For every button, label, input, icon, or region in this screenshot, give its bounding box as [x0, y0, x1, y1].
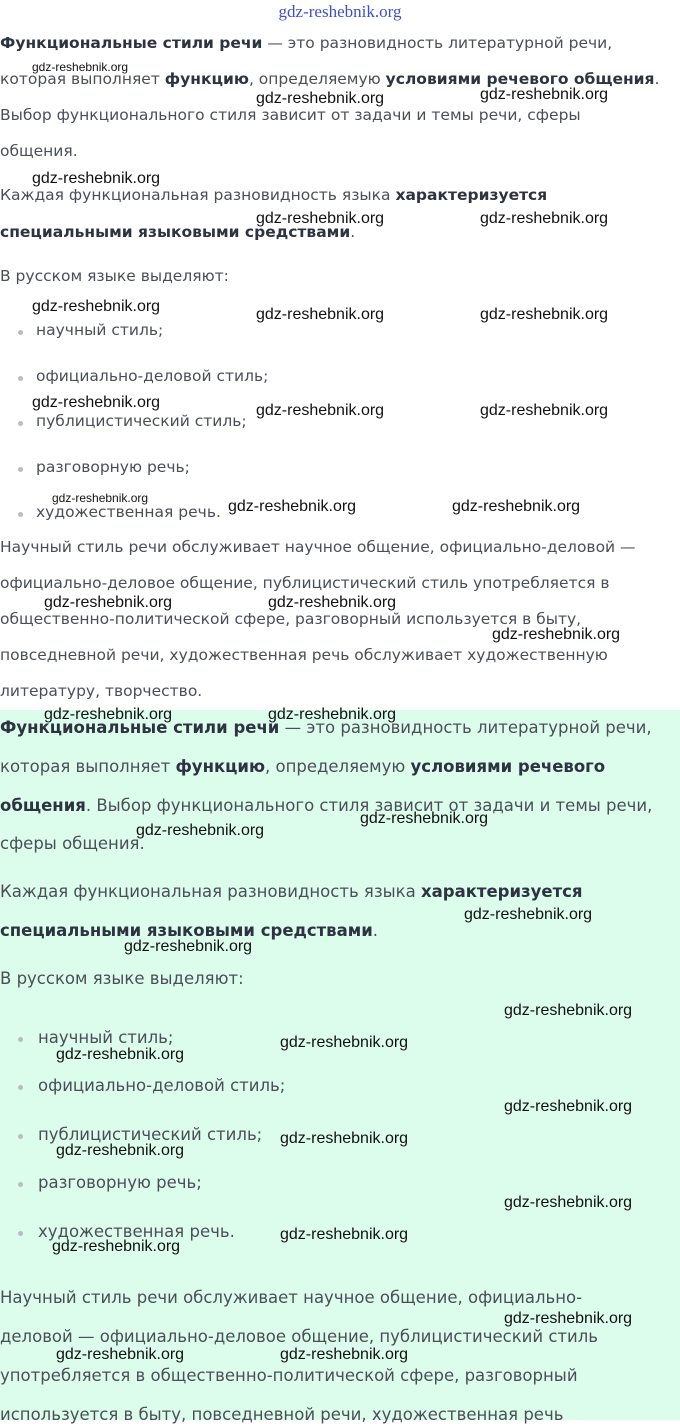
paragraph-line: повседневной речи, художественная речь обслуживает художественную — [0, 646, 608, 664]
bold-term: специальными языковыми средствами — [0, 223, 351, 241]
paragraph-line: используется в быту, повседневной речи, художественная речь — [0, 1405, 564, 1424]
bullet-icon — [18, 1134, 23, 1139]
text-run: Каждая функциональная разновидность языка — [0, 186, 396, 204]
watermark: gdz-reshebnik.org — [480, 86, 609, 103]
list-item: официально-деловой стиль; — [38, 1076, 286, 1095]
list-item: публицистический стиль; — [36, 412, 247, 430]
paragraph-line: общения. — [0, 142, 78, 160]
watermark: gdz-reshebnik.org — [136, 822, 265, 839]
text-run: которая выполняет — [0, 70, 165, 88]
bold-term: общения — [0, 796, 86, 815]
list-item: публицистический стиль; — [38, 1125, 263, 1144]
bullet-icon — [18, 376, 23, 381]
watermark: gdz-reshebnik.org — [256, 210, 385, 227]
watermark: gdz-reshebnik.org — [504, 1194, 633, 1211]
list-item: официально-деловой стиль; — [36, 367, 269, 385]
paragraph-definition-line — [0, 757, 605, 776]
text-block-plain — [0, 24, 680, 710]
watermark: gdz-reshebnik.org — [44, 706, 173, 723]
watermark: gdz-reshebnik.org — [480, 210, 609, 227]
bold-term: Функциональные стили речи — [0, 34, 263, 52]
paragraph-definition-line — [0, 34, 612, 52]
list-intro: В русском языке выделяют: — [0, 267, 229, 285]
bold-term: характеризуется — [395, 186, 548, 204]
bold-term: Функциональные стили речи — [0, 718, 280, 737]
bold-term: условиями речевого — [410, 757, 606, 776]
paragraph-line: деловой — официально-деловое общение, публицистический стиль — [0, 1327, 599, 1346]
paragraph-definition-line — [0, 70, 659, 88]
paragraph-line — [0, 882, 583, 901]
watermark: gdz-reshebnik.org — [32, 170, 161, 187]
paragraph-line — [0, 186, 547, 204]
bold-term: функцию — [164, 70, 249, 88]
watermark: gdz-reshebnik.org — [504, 1002, 633, 1019]
bold-term: функцию — [175, 757, 265, 776]
list-item: художественная речь. — [36, 503, 221, 521]
site-header-logo[interactable]: gdz-reshebnik.org — [278, 2, 402, 21]
text-run: Каждая функциональная разновидность языка — [0, 882, 421, 901]
bullet-icon — [18, 1231, 23, 1236]
bold-term: условиями речевого общения — [385, 70, 655, 88]
watermark: gdz-reshebnik.org — [256, 402, 385, 419]
watermark: gdz-reshebnik.org — [124, 938, 253, 955]
bullet-icon — [18, 512, 23, 517]
list-item: научный стиль; — [38, 1028, 174, 1047]
watermark: gdz-reshebnik.org — [452, 498, 581, 515]
list-item: научный стиль; — [36, 321, 164, 339]
watermark: gdz-reshebnik.org — [32, 60, 129, 74]
paragraph-line: Научный стиль речи обслуживает научное общение, официально- — [0, 1288, 583, 1307]
bullet-icon — [18, 1037, 23, 1042]
text-run: . — [350, 223, 356, 241]
bullet-icon — [18, 467, 23, 472]
watermark: gdz-reshebnik.org — [360, 810, 489, 827]
watermark: gdz-reshebnik.org — [480, 306, 609, 323]
watermark: gdz-reshebnik.org — [280, 1226, 409, 1243]
bullet-icon — [18, 1182, 23, 1187]
watermark: gdz-reshebnik.org — [492, 626, 621, 643]
paragraph-line: официально-деловое общение, публицистический стиль употребляется в — [0, 574, 610, 592]
watermark: gdz-reshebnik.org — [56, 1346, 185, 1363]
paragraph-line: литературу, творчество. — [0, 682, 203, 700]
list-intro: В русском языке выделяют: — [0, 969, 244, 988]
watermark: gdz-reshebnik.org — [32, 394, 161, 411]
watermark: gdz-reshebnik.org — [268, 706, 397, 723]
watermark: gdz-reshebnik.org — [256, 90, 385, 107]
watermark: gdz-reshebnik.org — [52, 491, 149, 505]
bold-term: характеризуется — [420, 882, 583, 901]
paragraph-line — [0, 921, 378, 940]
paragraph-line: Выбор функционального стиля зависит от задачи и темы речи, сферы — [0, 106, 581, 124]
list-item: художественная речь. — [38, 1222, 235, 1241]
watermark: gdz-reshebnik.org — [56, 1046, 185, 1063]
list-item: разговорную речь; — [38, 1173, 202, 1192]
bold-term: специальными языковыми средствами — [0, 921, 373, 940]
watermark: gdz-reshebnik.org — [256, 306, 385, 323]
watermark: gdz-reshebnik.org — [228, 498, 357, 515]
paragraph-line: общественно-политической сфере, разговорный используется в быту, — [0, 610, 582, 628]
text-run: — это разновидность литературной речи, — [262, 34, 613, 52]
text-run: . — [654, 70, 660, 88]
text-run: . — [372, 921, 379, 940]
watermark: gdz-reshebnik.org — [464, 906, 593, 923]
bullet-icon — [18, 421, 23, 426]
watermark: gdz-reshebnik.org — [44, 594, 173, 611]
paragraph-definition-line — [0, 796, 652, 815]
watermark: gdz-reshebnik.org — [480, 402, 609, 419]
watermark: gdz-reshebnik.org — [32, 298, 161, 315]
paragraph-line — [0, 223, 355, 241]
text-run: . Выбор функционального стиля зависит от задачи и темы речи, — [85, 796, 653, 815]
bullet-icon — [18, 330, 23, 335]
watermark: gdz-reshebnik.org — [504, 1098, 633, 1115]
text-run: , определяемую — [265, 757, 411, 776]
text-run: , определяемую — [248, 70, 386, 88]
watermark: gdz-reshebnik.org — [280, 1034, 409, 1051]
watermark: gdz-reshebnik.org — [280, 1346, 409, 1363]
watermark: gdz-reshebnik.org — [268, 594, 397, 611]
watermark: gdz-reshebnik.org — [504, 1310, 633, 1327]
paragraph-line: Научный стиль речи обслуживает научное общение, официально-деловой — — [0, 538, 636, 556]
watermark: gdz-reshebnik.org — [280, 1130, 409, 1147]
text-block-highlighted — [0, 710, 680, 1424]
watermark: gdz-reshebnik.org — [52, 1238, 181, 1255]
paragraph-line: сферы общения. — [0, 834, 145, 853]
text-run: — это разновидность литературной речи, — [279, 718, 652, 737]
bullet-icon — [18, 1085, 23, 1090]
watermark: gdz-reshebnik.org — [56, 1142, 185, 1159]
list-item: разговорную речь; — [36, 458, 190, 476]
paragraph-definition-line — [0, 718, 652, 737]
paragraph-line: употребляется в общественно-политической сфере, разговорный — [0, 1366, 578, 1385]
text-run: которая выполняет — [0, 757, 176, 776]
